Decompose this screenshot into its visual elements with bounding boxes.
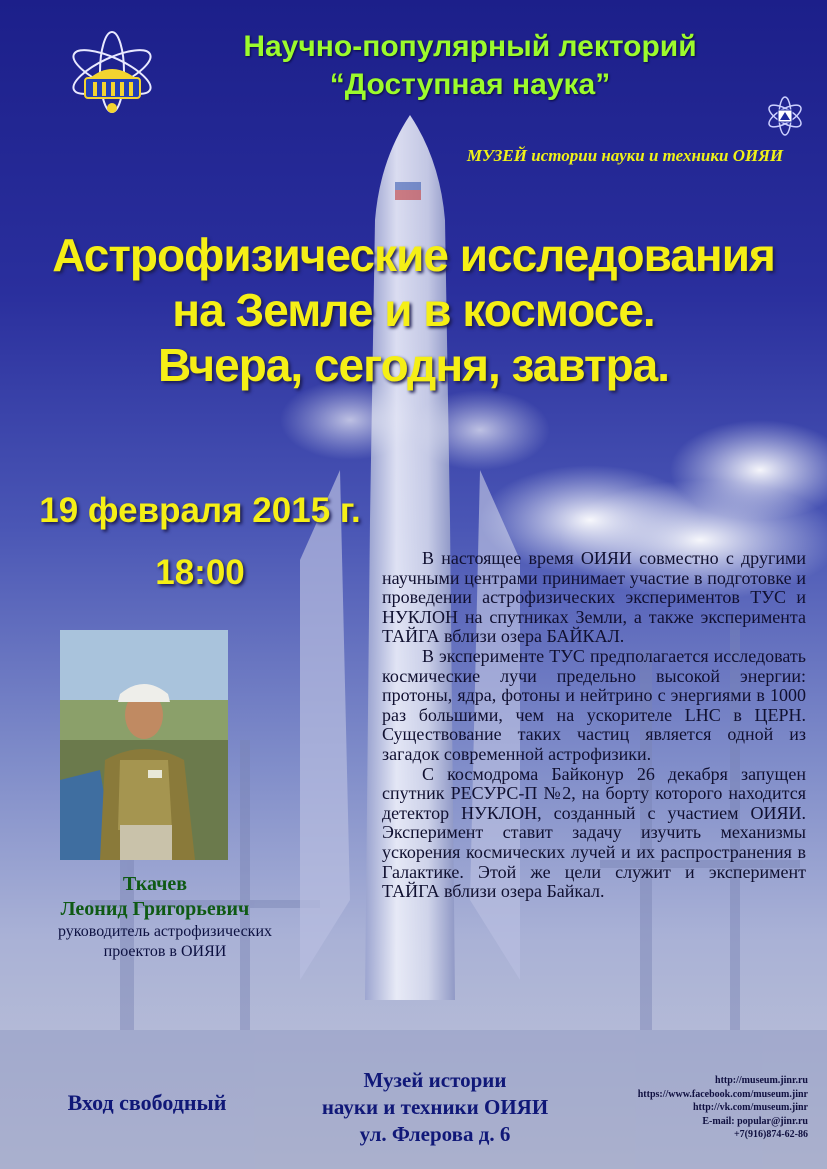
contact-facebook[interactable]: https://www.facebook.com/museum.jinr bbox=[637, 1088, 808, 1100]
series-line-2: “Доступная наука” bbox=[329, 68, 611, 101]
street-address: ул. Флерова д. 6 bbox=[359, 1122, 511, 1146]
title-line-2: на Земле и в космосе. bbox=[172, 284, 655, 336]
speaker-role bbox=[30, 922, 300, 962]
contacts bbox=[570, 1074, 808, 1142]
lecture-title bbox=[20, 228, 807, 393]
description-paragraph-3: С космодрома Байконур 26 декабря запущен спутник РЕСУРС-П №2, на борту которого находится детектор НУКЛОН, созданный с участием ОИЯИ. Эксперимент ставит задачу изучить механизмы ускорения космических лучей и их распространения в Галактике. Этой же цели служит и эксперимент ТАЙГА вблизи озера Байкал. bbox=[382, 763, 806, 902]
contact-phone: +7(916)874-62-86 bbox=[733, 1129, 808, 1140]
series-line-1: Научно-популярный лекторий bbox=[243, 30, 697, 63]
lecture-time: 18:00 bbox=[155, 553, 245, 592]
free-admission: Вход свободный bbox=[67, 1090, 227, 1115]
speaker-name bbox=[20, 872, 290, 922]
contact-email[interactable]: E-mail: popular@jinr.ru bbox=[702, 1115, 808, 1127]
description-paragraph-2: В эксперименте ТУС предполагается исследовать космические лучи предельно высокой энергии: протоны, ядра, фотоны и нейтрино с энергиями в 1000 раз большими, чем на ускорителе LHC в ЦЕРН. Существование таких частиц является одной из загадок современной астрофизики. bbox=[382, 645, 806, 764]
speaker-role-line-1: руководитель астрофизических bbox=[58, 923, 272, 940]
contact-vk[interactable]: http://vk.com/museum.jinr bbox=[693, 1102, 808, 1113]
title-line-1: Астрофизические исследования bbox=[52, 229, 775, 281]
contact-website[interactable]: http://museum.jinr.ru bbox=[715, 1075, 808, 1086]
title-line-3: Вчера, сегодня, завтра. bbox=[157, 339, 670, 391]
lecture-date: 19 февраля 2015 г. bbox=[39, 491, 361, 530]
lecture-series-title bbox=[140, 28, 800, 104]
museum-name-line-2: науки и техники ОИЯИ bbox=[321, 1095, 549, 1119]
lecture-description bbox=[382, 549, 806, 902]
museum-address bbox=[285, 1067, 585, 1148]
museum-subtitle: МУЗЕЙ истории науки и техники ОИЯИ bbox=[466, 146, 784, 165]
museum-name-line-1: Музей истории bbox=[363, 1068, 507, 1092]
speaker-role-line-2: проектов в ОИЯИ bbox=[103, 943, 227, 960]
speaker-given-name: Леонид Григорьевич bbox=[60, 898, 250, 920]
description-paragraph-1: В настоящее время ОИЯИ совместно с другими научными центрами принимает участие в подготовке и проведении астрофизических экспериментов ТУС и НУКЛОН на спутниках Земли, а также эксперимента ТАЙГА вблизи озера БАЙКАЛ. bbox=[382, 548, 806, 647]
speaker-surname: Ткачев bbox=[122, 873, 188, 895]
speaker-photo bbox=[60, 630, 228, 860]
